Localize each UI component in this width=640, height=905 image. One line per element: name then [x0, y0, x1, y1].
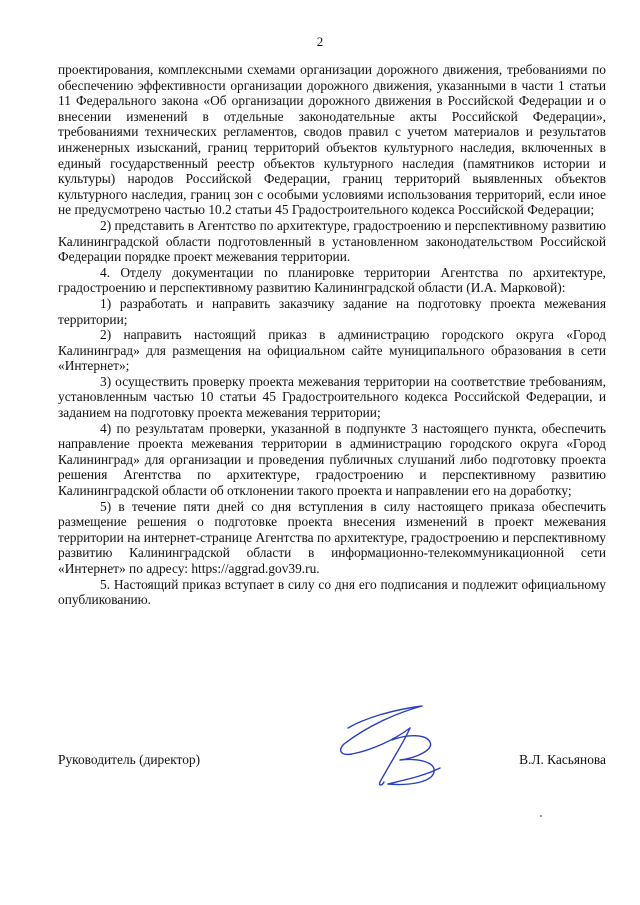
- document-body: [58, 62, 606, 608]
- paragraph-item-4-4: 4) по результатам проверки, указанной в подпункте 3 настоящего пункта, обеспечить направление проекта межевания территории в администрацию городского округа «Город Калининград» для организации и проведения публичных слушаний либо подготовку проекта решения Агентства по архитектуре, градостроению и перспективному развитию Калининградской области об отклонении такого проекта и направлении его на доработку;: [58, 420, 606, 499]
- page-number: 2: [316, 34, 324, 49]
- paragraph-item-5: 5. Настоящий приказ вступает в силу со дня его подписания и подлежит официальному опубликованию.: [58, 576, 606, 608]
- handwritten-signature: [330, 700, 460, 795]
- paragraph-item-4: 4. Отделу документации по планировке территории Агентства по архитектуре, градостроению и перспективному развитию Калининградской области (И.А. Марковой):: [58, 264, 606, 296]
- scan-speck: [540, 815, 542, 817]
- paragraph-item-3-2: 2) представить в Агентство по архитектуре, градостроению и перспективному развитию Калининградской области подготовленный в установленном законодательством Российской Федерации порядке проект межевания территории.: [58, 217, 606, 265]
- signer-title: Руководитель (директор): [58, 752, 201, 767]
- paragraph-item-4-1: 1) разработать и направить заказчику задание на подготовку проекта межевания территории;: [58, 295, 606, 327]
- paragraph-item-4-3: 3) осуществить проверку проекта межевания территории на соответствие требованиям, установленным частью 10 статьи 45 Градостроительного кодекса Российской Федерации, и заданием на подготовку проекта межевания территории;: [58, 373, 606, 421]
- paragraph-item-4-5: 5) в течение пяти дней со дня вступления в силу настоящего приказа обеспечить размещение решения о подготовке проекта внесения изменений в проект межевания территории на интернет-странице Агентства по архитектуре, градостроению и перспективному развитию Калининградской области в информационно-телекоммуникационной сети «Интернет» по адресу: https://aggrad.gov39.ru.: [58, 498, 606, 576]
- signer-name: В.Л. Касьянова: [519, 752, 606, 767]
- paragraph-item-4-2: 2) направить настоящий приказ в администрацию городского округа «Город Калининград» для размещения на официальном сайте муниципального образования в сети «Интернет»;: [58, 327, 606, 374]
- paragraph-continuation: проектирования, комплексными схемами организации дорожного движения, требованиями по обеспечению эффективности организации дорожного движения, указанными в части 1 статьи 11 Федерального закона «Об организации дорожного движения в Российской Федерации и о внесении изменений в отдельные законодательные акты Российской Федерации», требованиями технических регламентов, сводов правил с учетом материалов и результатов инженерных изысканий, границ территорий объектов культурного наследия, включенных в единый государственный реестр объектов культурного наследия (памятников истории и культуры) народов Российской Федерации, границ территорий выявленных объектов культурного наследия, границ зон с особыми условиями использования территорий, если иное не предусмотрено частью 10.2 статьи 45 Градостроительного кодекса Российской Федерации;: [58, 62, 606, 218]
